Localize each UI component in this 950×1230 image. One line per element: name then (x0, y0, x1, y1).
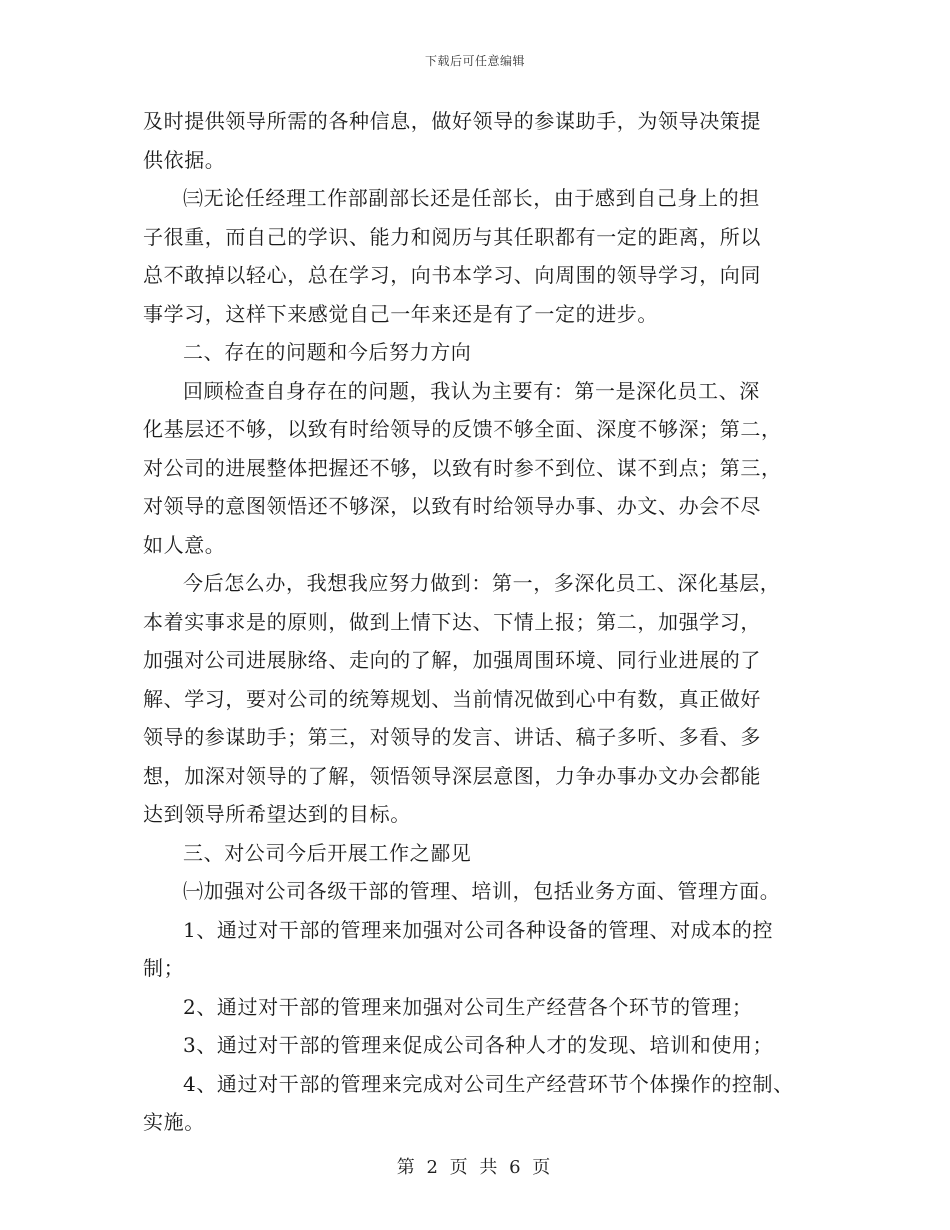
list-item: 1、通过对干部的管理来加强对公司各种设备的管理、对成本的控 (183, 917, 774, 942)
page-header: 下载后可任意编辑 (424, 54, 525, 68)
section-heading: 三、对公司今后开展工作之鄙见 (183, 840, 472, 865)
text-line: 领导的参谋助手；第三，对领导的发言、讲话、稿子多听、多看、多 (143, 725, 761, 749)
text-line: ㈢无论任经理工作部副部长还是任部长，由于感到自己身上的担 (183, 186, 760, 210)
list-item: 2、通过对干部的管理来加强对公司生产经营各个环节的管理； (183, 994, 753, 1019)
text-line: 事学习，这样下来感觉自己一年来还是有了一定的进步。 (143, 301, 658, 326)
list-item: 3、通过对干部的管理来促成公司各种人才的发现、培训和使用； (183, 1033, 774, 1057)
text-line: 实施。 (143, 1110, 205, 1134)
document-body (143, 102, 823, 1142)
list-item: 4、通过对干部的管理来完成对公司生产经营环节个体操作的控制、 (183, 1071, 794, 1096)
text-line: 达到领导所希望达到的目标。 (143, 802, 411, 826)
text-line: 子很重，而自己的学识、能力和阅历与其任职都有一定的距离，所以 (143, 224, 761, 249)
text-line: 回顾检查自身存在的问题，我认为主要有：第一是深化员工、深 (183, 378, 760, 403)
text-line: 总不敢掉以轻心，总在学习，向书本学习、向周围的领导学习，向同 (143, 263, 761, 287)
text-line: 今后怎么办，我想我应努力做到：第一，多深化员工、深化基层， (183, 571, 781, 595)
section-heading: 二、存在的问题和今后努力方向 (183, 340, 472, 364)
text-line: ㈠加强对公司各级干部的管理、培训，包括业务方面、管理方面。 (183, 879, 781, 903)
text-line: 及时提供领导所需的各种信息，做好领导的参谋助手，为领导决策提 (143, 109, 761, 133)
text-line: 想，加深对领导的了解，领悟领导深层意图，力争办事办文办会都能 (143, 763, 761, 788)
text-line: 如人意。 (143, 532, 226, 557)
text-line: 化基层还不够，以致有时给领导的反馈不够全面、深度不够深；第二， (143, 417, 782, 441)
page-number: 第 2 页 共 6 页 (396, 1157, 554, 1178)
text-line: 解、学习，要对公司的统筹规划、当前情况做到心中有数，真正做好 (143, 686, 761, 711)
text-line: 加强对公司进展脉络、走向的了解，加强周围环境、同行业进展的了 (143, 648, 761, 672)
text-line: 制； (143, 956, 185, 980)
text-line: 供依据。 (143, 147, 226, 172)
text-line: 对领导的意图领悟还不够深，以致有时给领导办事、办文、办会不尽 (143, 494, 761, 518)
text-line: 对公司的进展整体把握还不够，以致有时参不到位、谋不到点；第三， (143, 455, 782, 480)
text-line: 本着实事求是的原则，做到上情下达、下情上报；第二，加强学习， (143, 609, 761, 634)
